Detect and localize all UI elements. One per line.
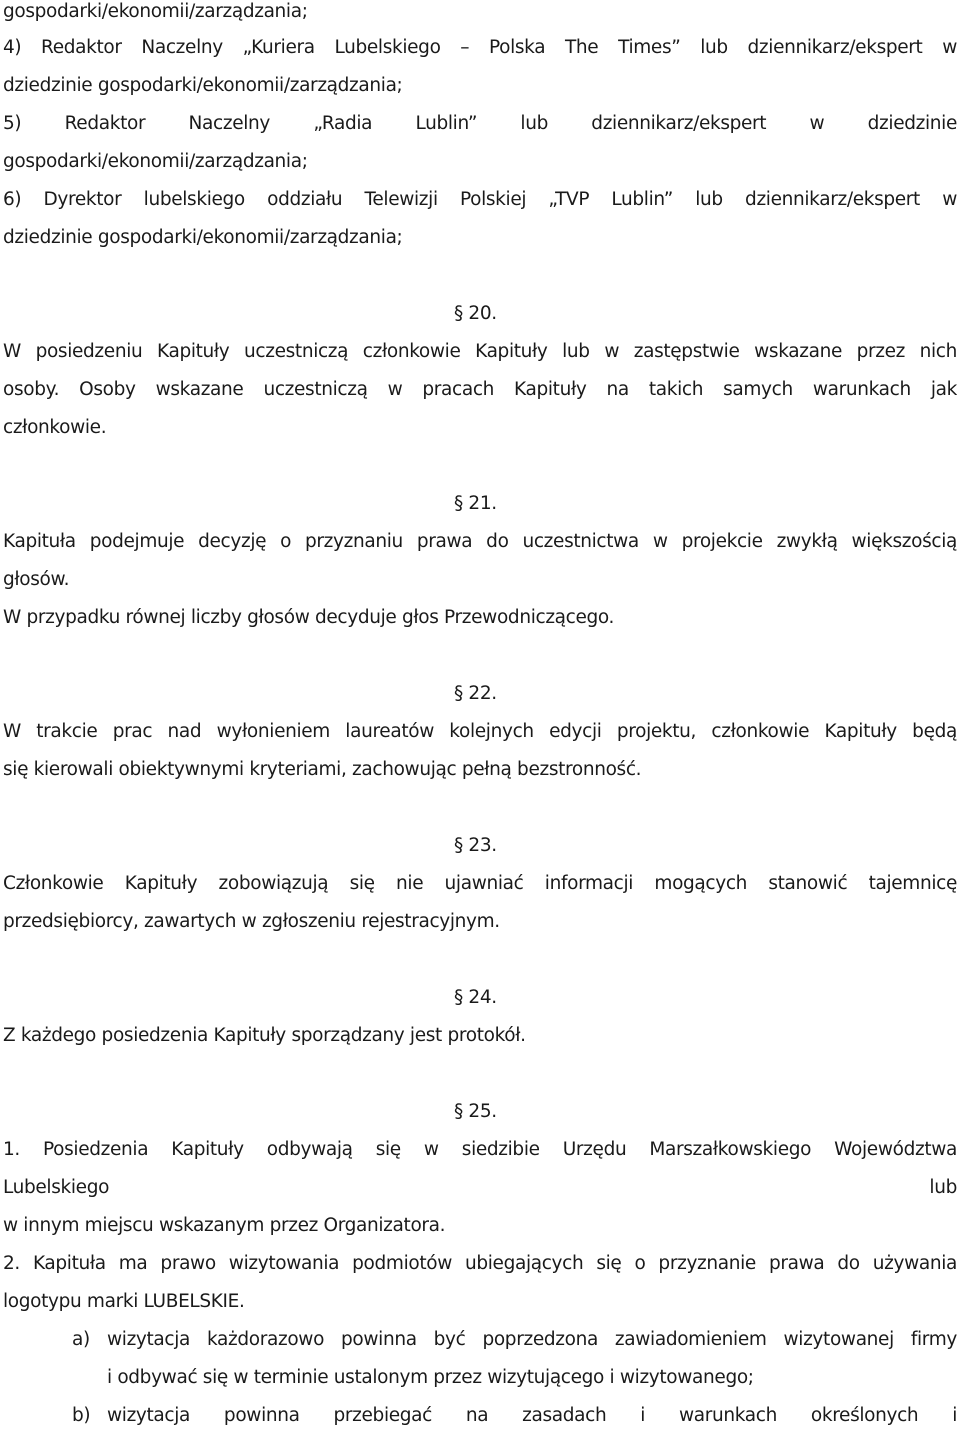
intro-line: 5) Redaktor Naczelny „Radia Lublin” lub dziennikarz/ekspert w dziedzinie	[3, 113, 957, 134]
section-25-line: 2. Kapituła ma prawo wizytowania podmiotów ubiegających się o przyznanie prawa do używania	[3, 1253, 957, 1274]
list-item-line: wizytacja każdorazowo powinna być poprzedzona zawiadomieniem wizytowanej firmy	[107, 1329, 957, 1350]
section-20-heading: § 20.	[454, 303, 497, 324]
section-21-line: głosów.	[3, 569, 70, 590]
list-item-line: i odbywać się w terminie ustalonym przez wizytującego i wizytowanego;	[107, 1367, 754, 1388]
list-item-label: b)	[72, 1405, 91, 1426]
section-25-line: logotypu marki LUBELSKIE.	[3, 1291, 245, 1312]
intro-line: 4) Redaktor Naczelny „Kuriera Lubelskiego – Polska The Times” lub dziennikarz/ekspert w	[3, 37, 957, 58]
list-item-label: a)	[72, 1329, 90, 1350]
intro-line: dziedzinie gospodarki/ekonomii/zarządzania;	[3, 227, 403, 248]
section-21-line: W przypadku równej liczby głosów decyduje głos Przewodniczącego.	[3, 607, 615, 628]
section-20-line: W posiedzeniu Kapituły uczestniczą członkowie Kapituły lub w zastępstwie wskazane przez nich	[3, 341, 957, 362]
list-item-line: wizytacja powinna przebiegać na zasadach i warunkach określonych i	[107, 1405, 957, 1426]
section-21-heading: § 21.	[454, 493, 497, 514]
section-24-line: Z każdego posiedzenia Kapituły sporządzany jest protokół.	[3, 1025, 526, 1046]
section-25-line: 1. Posiedzenia Kapituły odbywają się w siedzibie Urzędu Marszałkowskiego Województwa	[3, 1139, 957, 1160]
intro-line: 6) Dyrektor lubelskiego oddziału Telewizji Polskiej „TVP Lublin” lub dziennikarz/ekspert w	[3, 189, 957, 210]
section-22-heading: § 22.	[454, 683, 497, 704]
section-25-heading: § 25.	[454, 1101, 497, 1122]
section-20-line: osoby. Osoby wskazane uczestniczą w pracach Kapituły na takich samych warunkach jak	[3, 379, 957, 400]
section-22-line: się kierowali obiektywnymi kryteriami, zachowując pełną bezstronność.	[3, 759, 642, 780]
section-24-heading: § 24.	[454, 987, 497, 1008]
intro-line: gospodarki/ekonomii/zarządzania;	[3, 1, 308, 22]
intro-line: gospodarki/ekonomii/zarządzania;	[3, 151, 308, 172]
section-23-line: Członkowie Kapituły zobowiązują się nie ujawniać informacji mogących stanowić tajemnicę	[3, 873, 957, 894]
intro-line: dziedzinie gospodarki/ekonomii/zarządzania;	[3, 75, 403, 96]
section-25-line: w innym miejscu wskazanym przez Organizatora.	[3, 1215, 446, 1236]
section-21-line: Kapituła podejmuje decyzję o przyznaniu prawa do uczestnictwa w projekcie zwykłą większością	[3, 531, 957, 552]
section-22-line: W trakcie prac nad wyłonieniem laureatów kolejnych edycji projektu, członkowie Kapituły będą	[3, 721, 957, 742]
section-23-heading: § 23.	[454, 835, 497, 856]
section-20-line: członkowie.	[3, 417, 107, 438]
section-25-line: Lubelskiego lub	[3, 1177, 957, 1198]
section-23-line: przedsiębiorcy, zawartych w zgłoszeniu rejestracyjnym.	[3, 911, 500, 932]
